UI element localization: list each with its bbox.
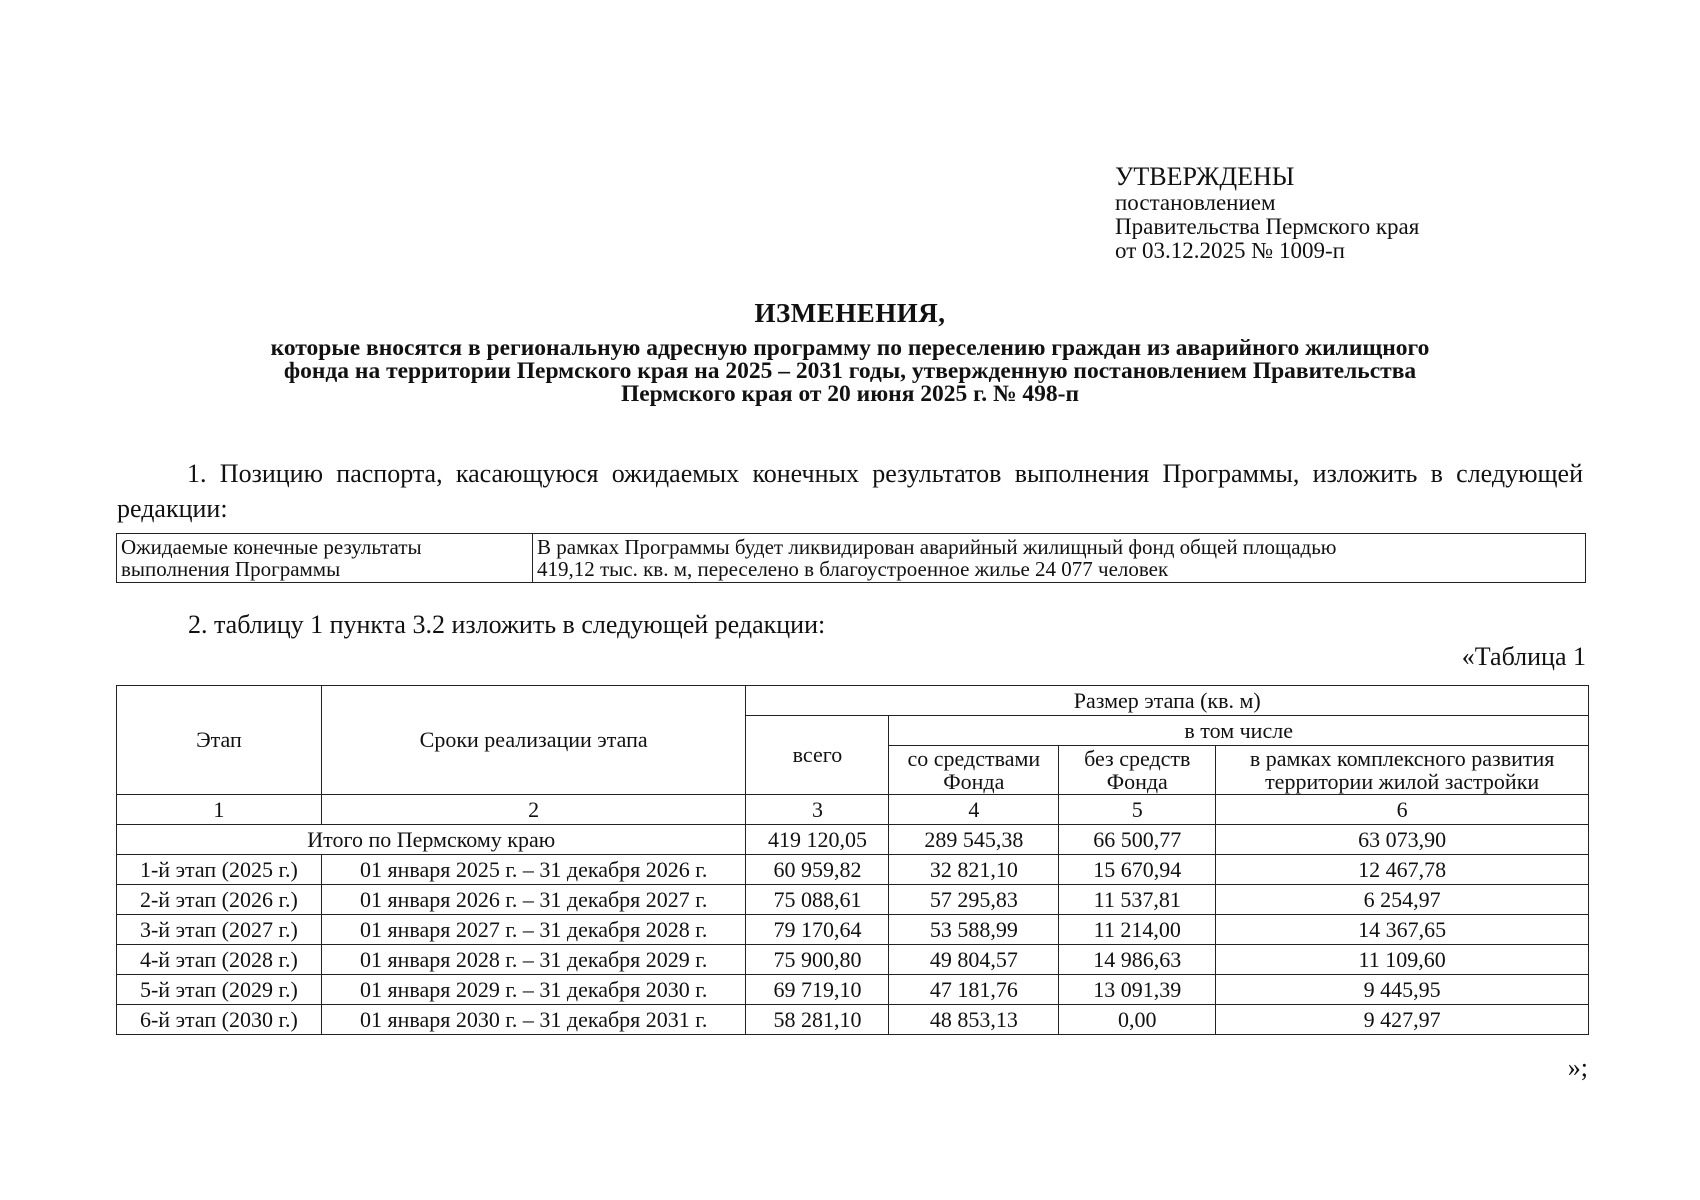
nofund-cell: 15 670,94	[1059, 855, 1216, 885]
column-number-row	[117, 795, 1589, 825]
period-cell: 01 января 2026 г. – 31 декабря 2027 г.	[321, 885, 746, 915]
fund-cell: 57 295,83	[889, 885, 1059, 915]
total-cell: 69 719,10	[746, 975, 889, 1005]
period-cell: 01 января 2030 г. – 31 декабря 2031 г.	[321, 1005, 746, 1035]
complex-cell: 12 467,78	[1216, 855, 1589, 885]
paragraph-1-text: 1. Позицию паспорта, касающуюся ожидаемых конечных результатов выполнения Программы, изложить в следующей редакции:	[117, 459, 1583, 523]
stage-cell: 5-й этап (2029 г.)	[117, 975, 322, 1005]
passport-row	[117, 534, 1586, 583]
subtitle-line: фонда на территории Пермского края на 2025 – 2031 годы, утвержденную постановлением Правительства	[283, 358, 1417, 384]
column-number: 1	[117, 795, 322, 825]
total-cell: 60 959,82	[746, 855, 889, 885]
approval-date: от 03.12.2025 № 1009-п	[1115, 238, 1345, 263]
passport-value-cell	[533, 534, 1586, 583]
fund-cell: 53 588,99	[889, 915, 1059, 945]
complex-cell: 11 109,60	[1216, 945, 1589, 975]
header-including: в том числе	[889, 716, 1589, 746]
header-nofund-line: без средств	[1084, 746, 1191, 771]
paragraph-1	[117, 456, 1583, 526]
passport-table	[116, 533, 1586, 583]
header-stage: Этап	[117, 686, 322, 795]
approval-line: Правительства Пермского края	[1115, 214, 1420, 239]
subtitle-line: которые вносятся в региональную адресную программу по переселению граждан из аварийного жилищного	[270, 335, 1430, 361]
nofund-cell: 14 986,63	[1059, 945, 1216, 975]
stage-cell: 1-й этап (2025 г.)	[117, 855, 322, 885]
column-number: 5	[1059, 795, 1216, 825]
header-nofund-line: Фонда	[1106, 769, 1168, 794]
column-number: 4	[889, 795, 1059, 825]
table-row	[117, 885, 1589, 915]
header-fund-line: со средствами	[907, 746, 1041, 771]
fund-cell: 48 853,13	[889, 1005, 1059, 1035]
header-fund	[889, 746, 1059, 795]
paragraph-2: 2. таблицу 1 пункта 3.2 изложить в следующей редакции:	[188, 610, 826, 639]
header-period: Сроки реализации этапа	[321, 686, 746, 795]
column-number: 2	[321, 795, 746, 825]
closing-quote: »;	[1567, 1053, 1588, 1082]
period-cell: 01 января 2028 г. – 31 декабря 2029 г.	[321, 945, 746, 975]
header-row	[117, 686, 1589, 716]
table-row	[117, 1005, 1589, 1035]
total-row	[117, 825, 1589, 855]
total-cell: 79 170,64	[746, 915, 889, 945]
total-cell: 419 120,05	[746, 825, 889, 855]
complex-cell: 9 445,95	[1216, 975, 1589, 1005]
header-complex	[1216, 746, 1589, 795]
fund-cell: 47 181,76	[889, 975, 1059, 1005]
table-row	[117, 855, 1589, 885]
nofund-cell: 11 537,81	[1059, 885, 1216, 915]
column-number: 6	[1216, 795, 1589, 825]
total-fund-cell: 289 545,38	[889, 825, 1059, 855]
passport-value-line: 419,12 тыс. кв. м, переселено в благоустроенное жилье 24 077 человек	[537, 557, 1169, 581]
fund-cell: 32 821,10	[889, 855, 1059, 885]
complex-cell: 9 427,97	[1216, 1005, 1589, 1035]
passport-value-line: В рамках Программы будет ликвидирован аварийный жилищный фонд общей площадью	[537, 535, 1337, 559]
header-total: всего	[746, 716, 889, 795]
stage-cell: 6-й этап (2030 г.)	[117, 1005, 322, 1035]
header-size: Размер этапа (кв. м)	[746, 686, 1589, 716]
header-complex-line: территории жилой застройки	[1265, 769, 1540, 794]
complex-cell: 14 367,65	[1216, 915, 1589, 945]
table-label: «Таблица 1	[1461, 642, 1586, 671]
period-cell: 01 января 2029 г. – 31 декабря 2030 г.	[321, 975, 746, 1005]
header-complex-line: в рамках комплексного развития	[1249, 746, 1555, 771]
fund-cell: 49 804,57	[889, 945, 1059, 975]
subtitle-line: Пермского края от 20 июня 2025 г. № 498-п	[620, 381, 1080, 407]
approval-line: постановлением	[1115, 190, 1276, 215]
table-row	[117, 915, 1589, 945]
approval-stamp	[1115, 163, 1419, 263]
column-number: 3	[746, 795, 889, 825]
stage-cell: 3-й этап (2027 г.)	[117, 915, 322, 945]
passport-label-line: Ожидаемые конечные результаты	[121, 535, 422, 559]
passport-label-cell	[117, 534, 533, 583]
header-nofund	[1059, 746, 1216, 795]
nofund-cell: 11 214,00	[1059, 915, 1216, 945]
total-nofund-cell: 66 500,77	[1059, 825, 1216, 855]
complex-cell: 6 254,97	[1216, 885, 1589, 915]
header-fund-line: Фонда	[943, 769, 1005, 794]
total-cell: 75 900,80	[746, 945, 889, 975]
table-row	[117, 975, 1589, 1005]
period-cell: 01 января 2025 г. – 31 декабря 2026 г.	[321, 855, 746, 885]
total-cell: 75 088,61	[746, 885, 889, 915]
stages-table	[116, 685, 1589, 1035]
total-label: Итого по Пермскому краю	[117, 825, 746, 855]
total-cell: 58 281,10	[746, 1005, 889, 1035]
stage-cell: 4-й этап (2028 г.)	[117, 945, 322, 975]
period-cell: 01 января 2027 г. – 31 декабря 2028 г.	[321, 915, 746, 945]
document-subtitle	[140, 337, 1560, 406]
nofund-cell: 0,00	[1059, 1005, 1216, 1035]
total-complex-cell: 63 073,90	[1216, 825, 1589, 855]
stage-cell: 2-й этап (2026 г.)	[117, 885, 322, 915]
passport-label-line: выполнения Программы	[121, 557, 341, 581]
nofund-cell: 13 091,39	[1059, 975, 1216, 1005]
table-row	[117, 945, 1589, 975]
document-title: ИЗМЕНЕНИЯ,	[754, 298, 946, 328]
approval-heading: УТВЕРЖДЕНЫ	[1115, 162, 1295, 191]
